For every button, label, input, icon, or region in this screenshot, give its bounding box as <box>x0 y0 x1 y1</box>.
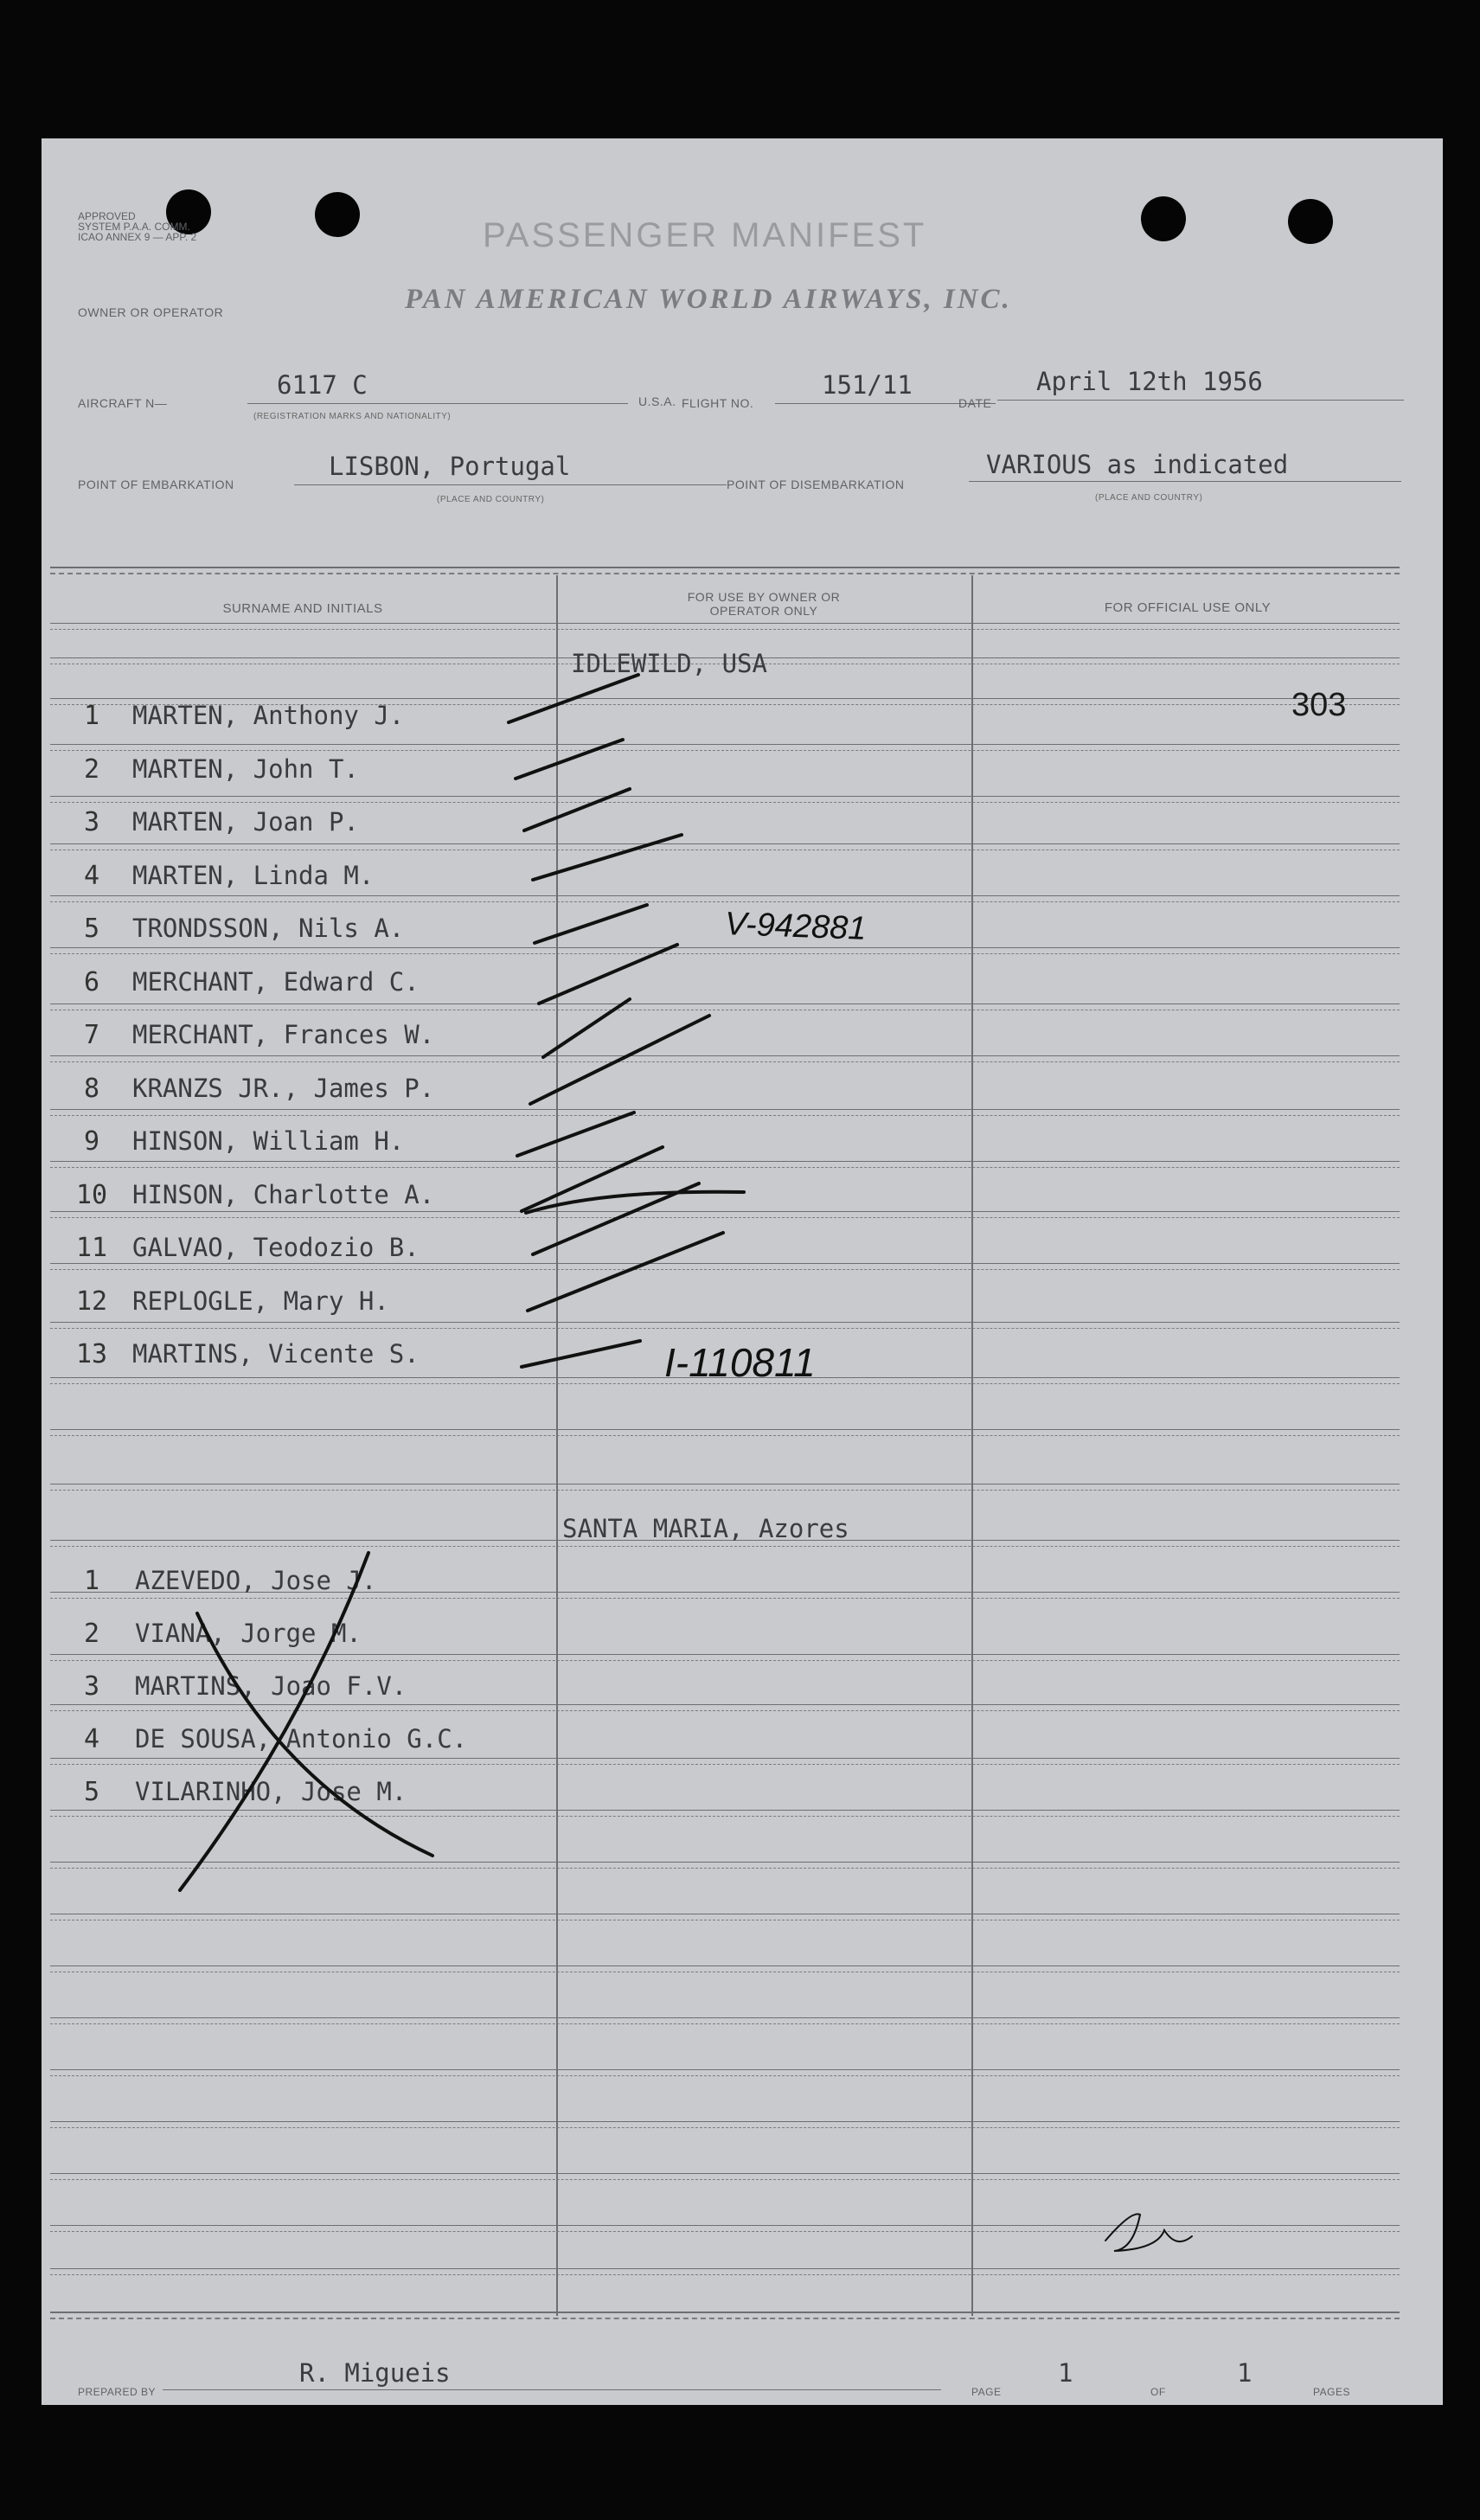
cross-out-mark <box>180 1553 368 1890</box>
passenger-name: MARTEN, Anthony J. <box>132 701 405 730</box>
embarkation-place-label: (PLACE AND COUNTRY) <box>437 495 545 504</box>
passenger-name: VIANA, Jorge M. <box>135 1619 362 1648</box>
destination-idlewild: IDLEWILD, USA <box>571 649 767 678</box>
flight-no-value: 151/11 <box>822 370 913 400</box>
column-header-owner-use: FOR USE BY OWNER OR OPERATOR ONLY <box>687 590 841 618</box>
check-mark <box>543 999 630 1057</box>
check-mark <box>539 945 677 1004</box>
passenger-number: 13 <box>75 1339 108 1369</box>
passenger-name: MARTEN, Linda M. <box>132 860 375 890</box>
passenger-number: 12 <box>75 1286 108 1317</box>
passenger-number: 3 <box>83 1671 100 1702</box>
passenger-number: 4 <box>83 1724 100 1754</box>
pen-marks <box>42 138 1443 2405</box>
check-mark <box>517 1113 634 1156</box>
check-mark <box>509 675 638 722</box>
passenger-number: 4 <box>83 860 100 891</box>
passenger-name: DE SOUSA, Antonio G.C. <box>135 1724 468 1754</box>
passenger-name: GALVAO, Teodozio B. <box>132 1233 420 1262</box>
column-header-official-use: FOR OFFICIAL USE ONLY <box>1104 600 1272 615</box>
passenger-number: 3 <box>83 807 100 837</box>
approval-line: SYSTEM P.A.A. COMM. <box>78 221 190 233</box>
passenger-number: 9 <box>83 1126 100 1157</box>
check-mark <box>524 789 630 830</box>
passenger-name: MARTEN, Joan P. <box>132 807 359 837</box>
passenger-name: HINSON, Charlotte A. <box>132 1179 435 1209</box>
usa-label: U.S.A. <box>638 394 676 408</box>
prepared-by-label: PREPARED BY <box>78 2386 156 2398</box>
approval-line: APPROVED <box>78 210 136 222</box>
official-count: 303 <box>1291 687 1347 723</box>
owner-operator-label: OWNER OR OPERATOR <box>78 305 224 319</box>
passenger-name: MERCHANT, Edward C. <box>132 966 420 997</box>
passenger-name: VILARINHO, Jose M. <box>135 1777 407 1806</box>
passenger-number: 1 <box>83 1566 100 1596</box>
passenger-name: MARTEN, John T. <box>132 753 359 784</box>
passenger-name: MARTINS, Joao F.V. <box>135 1671 407 1701</box>
passenger-name: REPLOGLE, Mary H. <box>132 1286 389 1316</box>
passenger-name: TRONDSSON, Nils A. <box>132 914 405 943</box>
airline-name: PAN AMERICAN WORLD AIRWAYS, INC. <box>405 284 1012 315</box>
disembarkation-value: VARIOUS as indicated <box>986 450 1289 479</box>
page-label: PAGE <box>971 2386 1002 2398</box>
pages-label: PAGES <box>1313 2386 1350 2398</box>
check-mark <box>516 740 623 779</box>
passenger-name: MARTINS, Vicente S. <box>132 1339 420 1369</box>
check-mark <box>530 1016 709 1104</box>
passenger-number: 7 <box>83 1020 100 1050</box>
embarkation-value: LISBON, Portugal <box>329 452 571 481</box>
passenger-number: 2 <box>83 753 100 785</box>
check-mark <box>533 835 682 880</box>
column-header-surname: SURNAME AND INITIALS <box>222 601 383 616</box>
passenger-name: AZEVEDO, Jose J. <box>135 1566 377 1595</box>
passenger-number: 1 <box>83 701 100 731</box>
date-value: April 12th 1956 <box>1036 367 1263 396</box>
passenger-number: 8 <box>83 1073 100 1104</box>
prepared-by-value: R. Migueis <box>299 2358 451 2388</box>
initials-mark <box>1105 2214 1192 2251</box>
passenger-name: MERCHANT, Frances W. <box>132 1020 435 1049</box>
handwritten-note: V-942881 <box>724 906 868 947</box>
page-value: 1 <box>1058 2358 1073 2388</box>
form-title: PASSENGER MANIFEST <box>483 216 927 254</box>
approval-line: ICAO ANNEX 9 — APP. 2 <box>78 231 197 243</box>
passenger-number: 2 <box>83 1619 100 1649</box>
of-value: 1 <box>1237 2358 1253 2388</box>
check-mark <box>535 905 647 943</box>
flight-no-label: FLIGHT NO. <box>682 396 754 410</box>
passenger-name: KRANZS JR., James P. <box>132 1073 435 1103</box>
cross-out-mark <box>197 1613 432 1856</box>
of-label: OF <box>1150 2386 1166 2398</box>
manifest-sheet <box>42 138 1443 2405</box>
check-mark <box>522 1341 640 1367</box>
passenger-number: 10 <box>75 1179 108 1210</box>
aircraft-label: AIRCRAFT N— <box>78 396 168 410</box>
handwritten-note: I-110811 <box>664 1340 816 1385</box>
passenger-number: 11 <box>75 1233 108 1263</box>
check-mark <box>522 1147 663 1211</box>
disembarkation-place-label: (PLACE AND COUNTRY) <box>1095 493 1203 503</box>
aircraft-value: 6117 C <box>277 370 368 400</box>
passenger-number: 5 <box>83 914 100 944</box>
embarkation-label: POINT OF EMBARKATION <box>78 478 234 491</box>
passenger-name: HINSON, William H. <box>132 1126 405 1156</box>
disembarkation-label: POINT OF DISEMBARKATION <box>727 478 905 491</box>
passenger-number: 6 <box>83 966 100 997</box>
passenger-number: 5 <box>83 1777 100 1807</box>
registration-label: (REGISTRATION MARKS AND NATIONALITY) <box>253 412 452 421</box>
date-label: DATE <box>958 396 992 410</box>
destination-santa-maria: SANTA MARIA, Azores <box>562 1514 849 1543</box>
